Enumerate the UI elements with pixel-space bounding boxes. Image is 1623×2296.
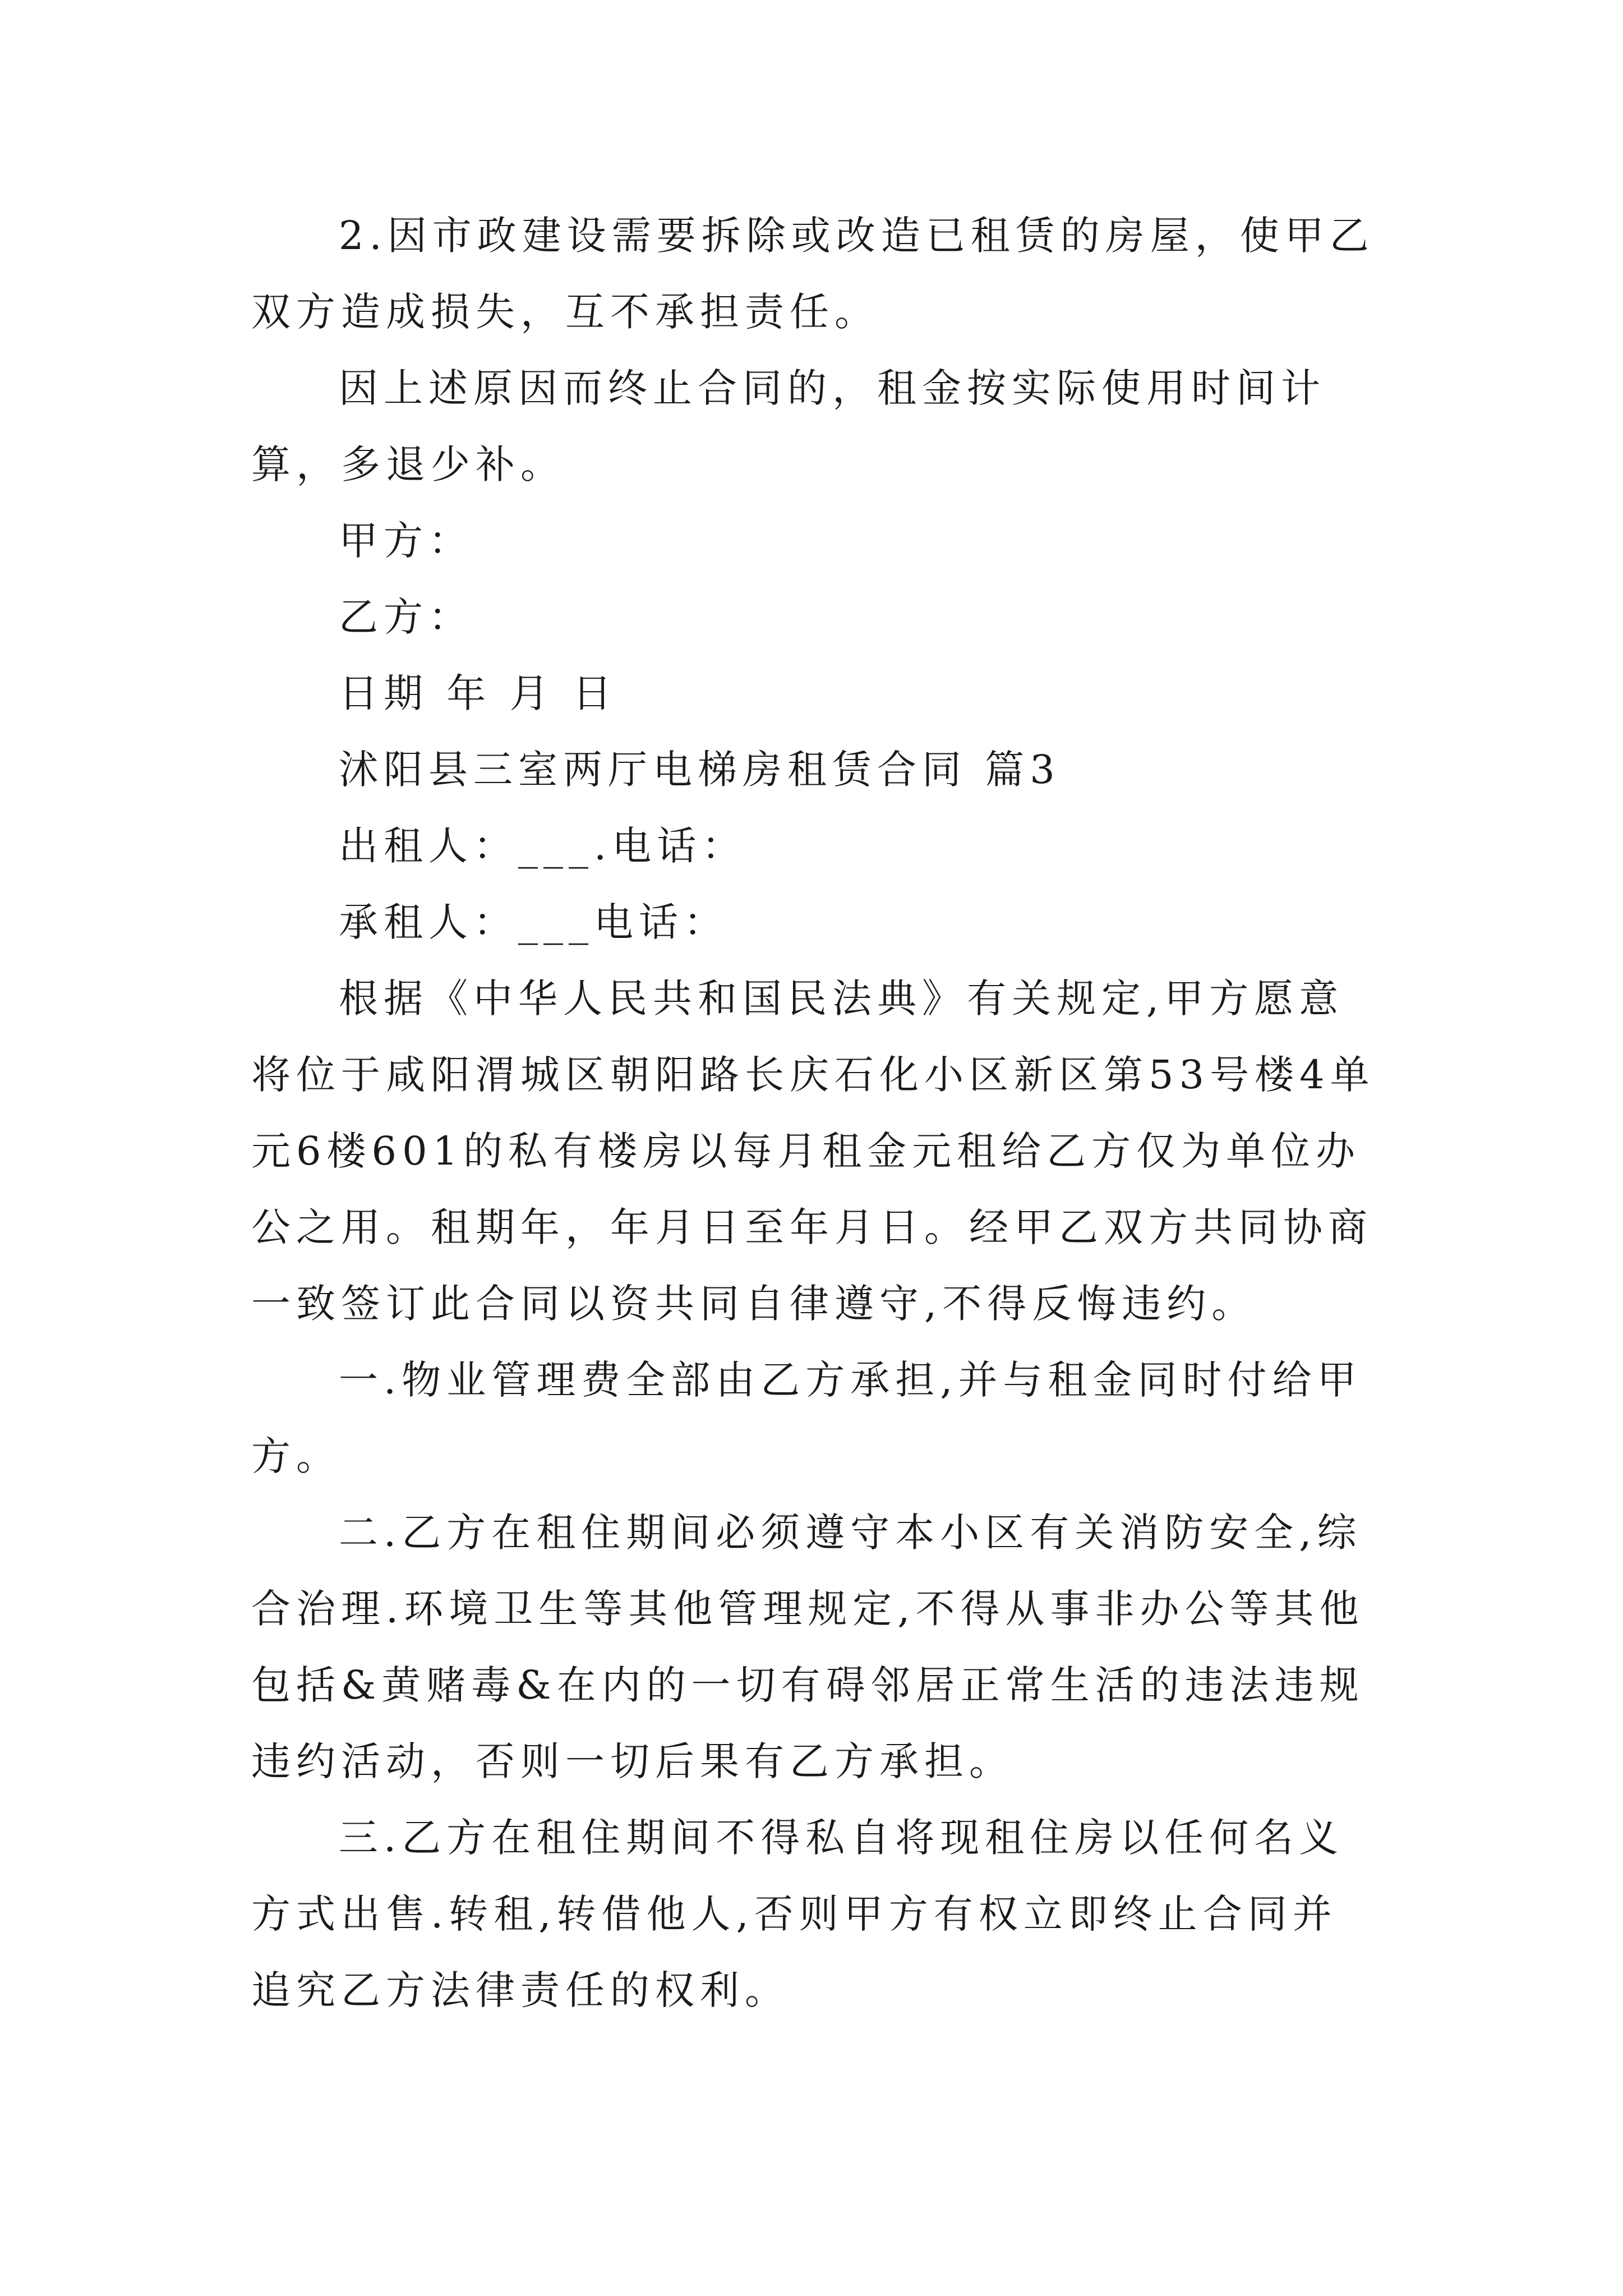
paragraph-termination-rent: 因上述原因而终止合同的，租金按实际使用时间计算，多退少补。	[251, 365, 1326, 487]
paragraph-article-2: 二.乙方在租住期间必须遵守本小区有关消防安全,综合治理.环境卫生等其他管理规定,不得从事非办公等其他包括&黄赌毒&在内的一切有碍邻居正常生活的违法违规违约活动，否则一切后果有乙方承担。	[251, 1510, 1364, 1784]
contract-title: 沭阳县三室两厅电梯房租赁合同 篇3	[339, 747, 1061, 793]
paragraph-article-1: 一.物业管理费全部由乙方承担,并与租金同时付给甲方。	[251, 1357, 1362, 1479]
document-body	[251, 197, 1378, 2028]
lessee-line: 承租人：___电话：	[339, 899, 728, 945]
date-line: 日期 年 月 日	[339, 670, 617, 716]
paragraph-clause-2: 2.因市政建设需要拆除或改造已租赁的房屋，使甲乙双方造成损失，互不承担责任。	[251, 213, 1375, 335]
party-b-signature-line: 乙方：	[339, 594, 473, 640]
paragraph-preamble: 根据《中华人民共和国民法典》有关规定,甲方愿意将位于咸阳渭城区朝阳路长庆石化小区新区第53号楼4单元6楼601的私有楼房以每月租金元租给乙方仅为单位办公之用。租期年，年月日至年月日。经甲乙双方共同协商一致签订此合同以资共同自律遵守,不得反悔违约。	[251, 976, 1375, 1327]
paragraph-article-3: 三.乙方在租住期间不得私自将现租住房以任何名义方式出售.转租,转借他人,否则甲方有权立即终止合同并追究乙方法律责任的权利。	[251, 1815, 1344, 2013]
party-a-signature-line: 甲方：	[339, 518, 473, 564]
lessor-line: 出租人：___.电话：	[339, 823, 747, 869]
